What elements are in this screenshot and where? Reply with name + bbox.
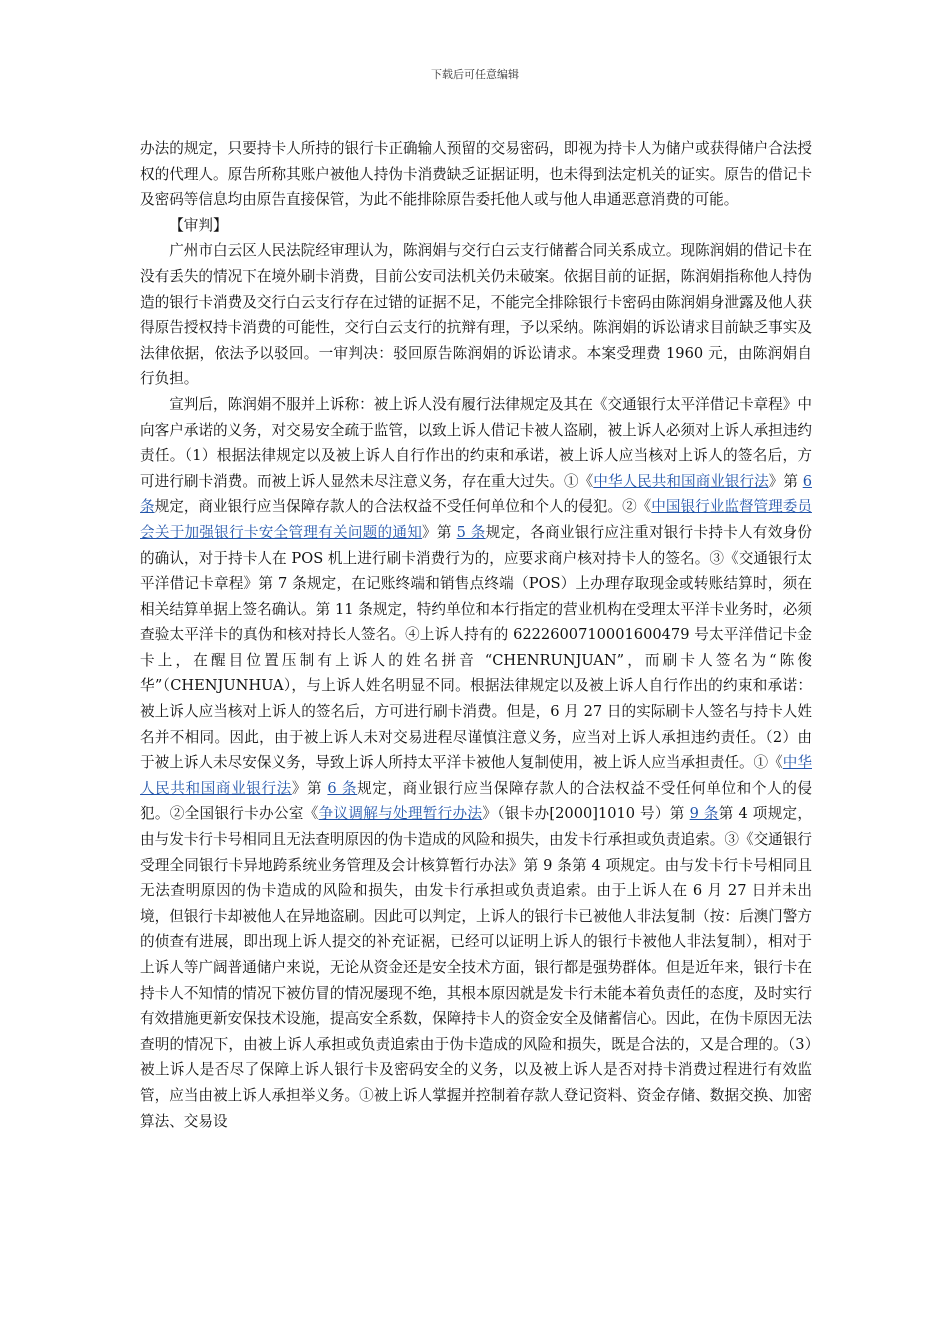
document-body xyxy=(140,136,812,1134)
page-header: 下载后可任意编辑 xyxy=(431,68,519,81)
link-article-6-2[interactable]: 6 条 xyxy=(327,779,358,797)
link-article-9[interactable]: 9 条 xyxy=(689,805,719,823)
text-run: 宣判后，陈润娟不服并上诉称：被上诉人没有履行法律规定及其在《交通银行太平洋借记卡章程》中向客户承诺的义务，对交易安全疏于监管，以致上诉人借记卡被人盗刷，被上诉人必须对上诉人承担违约责任。（1）根据法律规定以及被上诉人自行作出的约束和承诺，被上诉人应当核对上诉人的签名后，方可进行刷卡消费。而被上诉人显然未尽注意义务，存在重大过失。①《 xyxy=(140,395,812,490)
text-run: 规定，商业银行应当保障存款人的合法权益不受任何单位和个人的侵犯。②全国银行卡办公室《 xyxy=(140,779,812,823)
text-run: 》第 xyxy=(291,779,328,797)
section-heading-trial: 【审判】 xyxy=(169,216,228,234)
link-commercial-bank-law-2[interactable]: 中华人民共和国商业银行法 xyxy=(140,754,812,797)
link-article-6[interactable]: 6 条 xyxy=(140,472,812,516)
text-run: 规定，商业银行应当保障存款人的合法权益不受任何单位和个人的侵犯。②《 xyxy=(154,498,652,516)
paragraph-appeal xyxy=(140,392,812,1134)
text-run: 》第 xyxy=(768,472,803,490)
paragraph-first-instance: 广州市白云区人民法院经审理认为，陈润娟与交行白云支行储蓄合同关系成立。现陈润娟的借记卡在没有丢失的情况下在境外刷卡消费，目前公安司法机关仍未破案。依据目前的证据，陈润娟指称他人持伪造的银行卡消费及交行白云支行存在过错的证据不足，不能完全排除银行卡密码由陈润娟身泄露及他人获得原告授权持卡消费的可能性，交行白云支行的抗辩有理，予以采纳。陈润娟的诉讼请求目前缺乏事实及法律依据，依法予以驳回。一审判决：驳回原告陈润娟的诉讼请求。本案受理费 1960 元，由陈润娟自行负担。 xyxy=(140,242,812,388)
text-run: 》第 xyxy=(422,523,457,541)
link-article-5[interactable]: 5 条 xyxy=(456,523,486,541)
text-run: 》（银卡办[2000]1010 号）第 xyxy=(482,805,690,823)
text-run: 第 4 项规定，由与发卡行卡号相同且无法查明原因的伪卡造成的风险和损失，由发卡行承担或负责追索。③《交通银行受理全同银行卡异地跨系统业务管理及会计核算暂行办法》第 9 条第 4 项规定。由与发卡行卡号相同且无法查明原因的伪卡造成的风险和损失，由发卡行承担或负责追索。由于上诉人在 6 月 27 日并未出境，但银行卡却被他人在异地盗刷。因此可以判定，上诉人的银行卡已被他人非法复制（按：后澳门警方的侦查有进展，即出现上诉人提交的补充证裾，已经可以证明上诉人的银行卡被他人非法复制），相对于上诉人等广阔普通储户来说，无论从资金还是安全技术方面，银行都是强势群体。但是近年来，银行卡在持卡人不知情的情况下被仿冒的情况屡现不绝，其根本原因就是发卡行未能本着负责任的态度，及时实行有效措施更新安保技术设施，提高安全系数，保障持卡人的资金安全及储蓄信心。因此，在伪卡原因无法查明的情况下，由被上诉人承担或负责追索由于伪卡造成的风险和损失，既是合法的，又是合理的。（3）被上诉人是否尽了保障上诉人银行卡及密码安全的义务，以及被上诉人是否对持卡消费过程进行有效监管，应当由被上诉人承担举义务。①被上诉人掌握并控制着存款人登记资料、资金存储、数据交换、加密算法、交易设 xyxy=(140,805,812,1130)
paragraph-continuation: 办法的规定，只要持卡人所持的银行卡正确输人预留的交易密码，即视为持卡人为储户或获得储户合法授权的代理人。原告所称其账户被他人持伪卡消费缺乏证据证明，也未得到法定机关的证实。原告的借记卡及密码等信息均由原告直接保管，为此不能排除原告委托他人或与他人串通恶意消费的可能。 xyxy=(140,140,812,209)
link-cbrc-notice[interactable]: 中国银行业监督管理委员会关于加强银行卡安全管理有关问题的通知 xyxy=(140,498,812,541)
text-run: 规定，各商业银行应注重对银行卡持卡人有效身份的确认，对于持卡人在 POS 机上进行刷卡消费行为的，应要求商户核对持卡人的签名。③《交通银行太平洋借记卡章程》第 7 条规定，在记账终端和销售点终端（POS）上办理存取现金或转账结算时，须在相关结算单据上签名确认。第 11 条规定，特约单位和本行指定的营业机构在受理太平洋卡业务时，必须查验太平洋卡的真伪和核对持长人签名。④上诉人持有的 6222600710001600479 号太平洋借记卡金卡上，在醒目位置压制有上诉人的姓名拼音 “CHENRUNJUAN”，而刷卡人签名为“陈俊华”（CHENJUNHUA），与上诉人姓名明显不同。根据法律规定以及被上诉人自行作出的约束和承诺：被上诉人应当核对上诉人的签名后，方可进行刷卡消费。但是，6 月 27 日的实际刷卡人签名与持卡人姓名并不相同。因此，由于被上诉人未对交易进程尽谨慎注意义务，应当对上诉人承担违约责任。（2）由于被上诉人未尽安保义务，导致上诉人所持太平洋卡被他人复制使用，被上诉人应当承担责任。①《 xyxy=(140,523,812,772)
link-dispute-measures[interactable]: 争议调解与处理暂行办法 xyxy=(318,805,483,823)
link-commercial-bank-law[interactable]: 中华人民共和国商业银行法 xyxy=(593,472,769,490)
